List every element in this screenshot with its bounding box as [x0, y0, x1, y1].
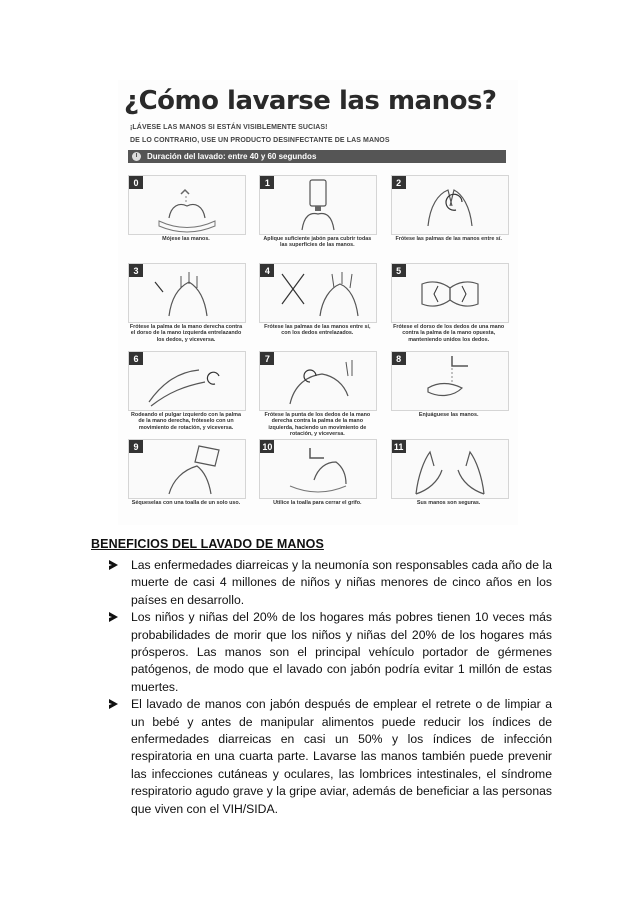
- poster-subtitle-disinfect: DE LO CONTRARIO, USE UN PRODUCTO DESINFECTANTE DE LAS MANOS: [130, 137, 390, 144]
- step-number: 2: [392, 176, 406, 189]
- step-illustration: [259, 175, 377, 235]
- step-number: 10: [262, 441, 273, 452]
- step-illustration: [259, 351, 377, 411]
- step-illustration: [391, 263, 509, 323]
- step-illustration: [391, 439, 509, 499]
- step-number: 9: [129, 440, 143, 453]
- back-of-hand-icon: [129, 264, 245, 322]
- step-8: [391, 351, 508, 439]
- step-number: 6: [129, 352, 143, 365]
- list-item: [100, 609, 552, 696]
- step-illustration: [391, 175, 509, 235]
- step-caption: Frótese la punta de los dedos de la mano derecha contra la palma de la mano izquierda, haciendo un movimiento de rotación, y viceversa.: [264, 412, 371, 438]
- arrowhead-bullet-icon: [109, 560, 118, 570]
- step-7: [259, 351, 376, 439]
- benefits-list: [100, 557, 552, 818]
- step-number: 0: [129, 176, 143, 189]
- step-illustration: [128, 351, 246, 411]
- step-number: 4: [260, 264, 274, 277]
- step-4: [259, 263, 376, 351]
- step-6: [128, 351, 245, 439]
- step-caption: Utilice la toalla para cerrar el grifo.: [273, 500, 362, 506]
- step-number: 8: [392, 352, 406, 365]
- step-caption: Frótese el dorso de los dedos de una mano contra la palma de la mano opuesta, manteniendo unidos los dedos.: [393, 324, 505, 343]
- step-illustration: [128, 263, 246, 323]
- arrowhead-bullet-icon: [109, 699, 118, 709]
- step-caption: Mójese las manos.: [162, 236, 210, 242]
- poster-subtitle-wash: ¡LÁVESE LAS MANOS SI ESTÁN VISIBLEMENTE SUCIAS!: [130, 124, 328, 131]
- step-illustration: [128, 439, 246, 499]
- list-item: [100, 696, 552, 818]
- safe-hands-icon: [392, 440, 508, 498]
- wet-hands-icon: [129, 176, 245, 234]
- section-heading: BENEFICIOS DEL LAVADO DE MANOS: [91, 537, 324, 551]
- soap-dispenser-icon: [260, 176, 376, 234]
- step-11: [391, 439, 508, 527]
- backs-of-fingers-icon: [392, 264, 508, 322]
- thumb-rotation-icon: [129, 352, 245, 410]
- dry-hands-towel-icon: [129, 440, 245, 498]
- step-2: [391, 175, 508, 263]
- step-9: [128, 439, 245, 527]
- step-caption: Frótese las palmas de las manos entre sí.: [395, 236, 502, 242]
- rinse-hands-icon: [392, 352, 508, 410]
- palm-to-palm-icon: [392, 176, 508, 234]
- close-faucet-icon: [260, 440, 376, 498]
- step-caption: Enjuáguese las manos.: [418, 412, 479, 418]
- steps-grid: [128, 175, 508, 527]
- fingertips-rotation-icon: [260, 352, 376, 410]
- interlaced-fingers-icon: [260, 264, 376, 322]
- bullet-text: Las enfermedades diarreicas y la neumonía son responsables cada año de la muerte de casi 4 millones de niños y niñas menores de cinco años en los países en desarrollo.: [131, 558, 552, 607]
- step-caption: Séqueselas con una toalla de un solo uso.: [131, 500, 241, 506]
- step-number: 11: [392, 440, 406, 453]
- step-illustration: [391, 351, 509, 411]
- step-illustration: [259, 439, 377, 499]
- step-3: [128, 263, 245, 351]
- step-caption: Frótese las palmas de las manos entre sí, con los dedos entrelazados.: [264, 324, 371, 337]
- step-caption: Frótese la palma de la mano derecha contra el dorso de la mano izquierda entrelazando los dedos, y viceversa.: [129, 324, 243, 343]
- step-caption: Rodeando el pulgar izquierdo con la palma de la mano derecha, fróteselo con un movimiento de rotación, y viceversa.: [131, 412, 241, 431]
- step-number: 3: [129, 264, 143, 277]
- step-number: 5: [392, 264, 406, 277]
- step-0: [128, 175, 245, 263]
- duration-text: Duración del lavado: entre 40 y 60 segundos: [147, 152, 317, 161]
- step-1: [259, 175, 376, 263]
- list-item: [100, 557, 552, 609]
- step-caption: Sus manos son seguras.: [416, 500, 481, 506]
- bullet-text: El lavado de manos con jabón después de emplear el retrete o de limpiar a un bebé y antes de manipular alimentos puede reducir los índices de enfermedades diarreicas en casi un 50% y los índices de infección respiratoria en una cuarta parte. Lavarse las manos también puede prevenir las infecciones cutáneas y oculares, las lombrices intestinales, el síndrome respiratorio agudo grave y la gripe aviar, además de beneficiar a las personas que viven con el VIH/SIDA.: [131, 697, 552, 816]
- step-5: [391, 263, 508, 351]
- clock-icon: [132, 152, 141, 161]
- step-number: 1: [260, 176, 274, 189]
- arrowhead-bullet-icon: [109, 612, 118, 622]
- poster-title: ¿Cómo lavarse las manos?: [124, 86, 497, 116]
- step-illustration: [259, 263, 377, 323]
- step-caption: Aplique suficiente jabón para cubrir todas las superficies de las manos.: [263, 236, 372, 249]
- bullet-text: Los niños y niñas del 20% de los hogares más pobres tienen 10 veces más probabilidades de morir que los niños y niñas del 20% de los hogares más prósperos. Las manos son el principal vehículo portador de gérmenes patógenos, de modo que el lavado con jabón podría evitar 1 millón de estas muertes.: [131, 610, 552, 694]
- step-illustration: [128, 175, 246, 235]
- handwashing-poster: [118, 80, 518, 525]
- duration-bar: [128, 150, 506, 163]
- step-number: 7: [260, 352, 274, 365]
- step-10: [259, 439, 376, 527]
